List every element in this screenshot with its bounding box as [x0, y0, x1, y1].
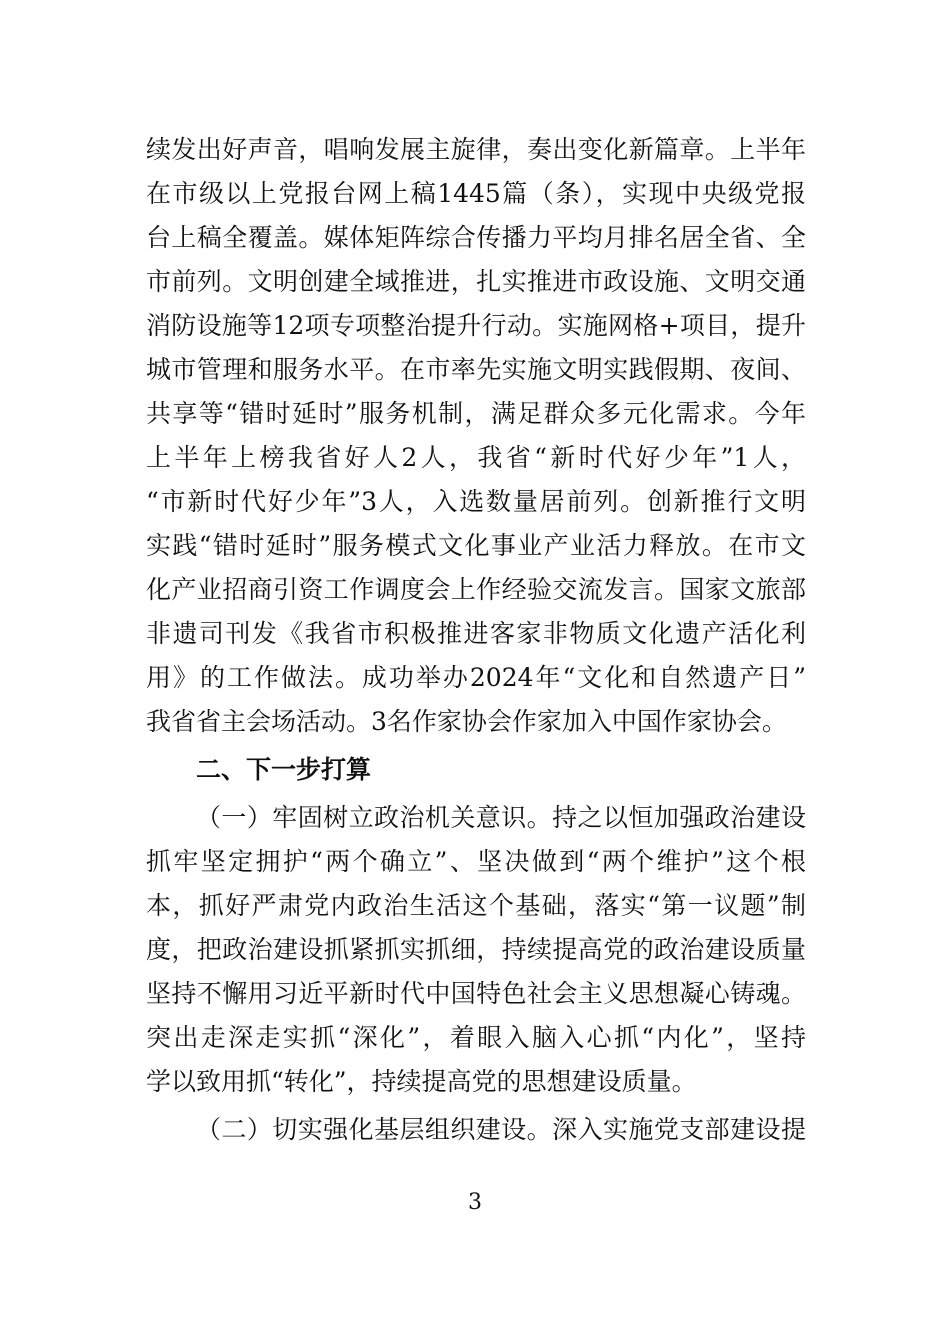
text-line: 实践“错时延时”服务模式文化事业产业活力释放。在市文	[146, 531, 806, 560]
text-line: 突出走深走实抓“深化”，着眼入脑入心抓“内化”，坚持	[146, 1023, 807, 1052]
text-line: 续发出好声音，唱响发展主旋律，奏出变化新篇章。上半年	[146, 135, 806, 164]
text-line: 坚持不懈用习近平新时代中国特色社会主义思想凝心铸魂。	[146, 979, 806, 1008]
text-line: 城市管理和服务水平。在市率先实施文明实践假期、夜间、	[146, 355, 806, 384]
text-line: “市新时代好少年”3人，入选数量居前列。创新推行文明	[146, 487, 806, 516]
text-line: 市前列。文明创建全域推进，扎实推进市政设施、文明交通	[146, 267, 806, 296]
text-line: 学以致用抓“转化”，持续提高党的思想建设质量。	[146, 1067, 697, 1096]
text-line: 共享等“错时延时”服务机制，满足群众多元化需求。今年	[146, 399, 806, 428]
section-heading: 二、下一步打算	[196, 755, 372, 784]
text-line: 非遗司刊发《我省市积极推进客家非物质文化遗产活化利	[146, 619, 806, 648]
text-line: （一）牢固树立政治机关意识。持之以恒加强政治建设	[196, 803, 806, 832]
text-line: 消防设施等12项专项整治提升行动。实施网格+项目，提升	[146, 311, 806, 340]
text-line: 我省省主会场活动。3名作家协会作家加入中国作家协会。	[146, 707, 787, 736]
text-line: 台上稿全覆盖。媒体矩阵综合传播力平均月排名居全省、全	[146, 223, 806, 252]
text-line: 上半年上榜我省好人2人，我省“新时代好少年”1人，	[146, 443, 806, 472]
text-line: （二）切实强化基层组织建设。深入实施党支部建设提	[196, 1115, 806, 1144]
page-number: 3	[468, 1190, 482, 1215]
text-line: 本，抓好严肃党内政治生活这个基础，落实“第一议题”制	[146, 891, 806, 920]
text-line: 在市级以上党报台网上稿1445篇（条），实现中央级党报	[146, 179, 806, 208]
text-line: 抓牢坚定拥护“两个确立”、坚决做到“两个维护”这个根	[146, 847, 807, 876]
text-line: 度，把政治建设抓紧抓实抓细，持续提高党的政治建设质量	[146, 935, 806, 964]
text-line: 用》的工作做法。成功举办2024年“文化和自然遗产日”	[146, 663, 806, 692]
text-line: 化产业招商引资工作调度会上作经验交流发言。国家文旅部	[146, 575, 806, 604]
